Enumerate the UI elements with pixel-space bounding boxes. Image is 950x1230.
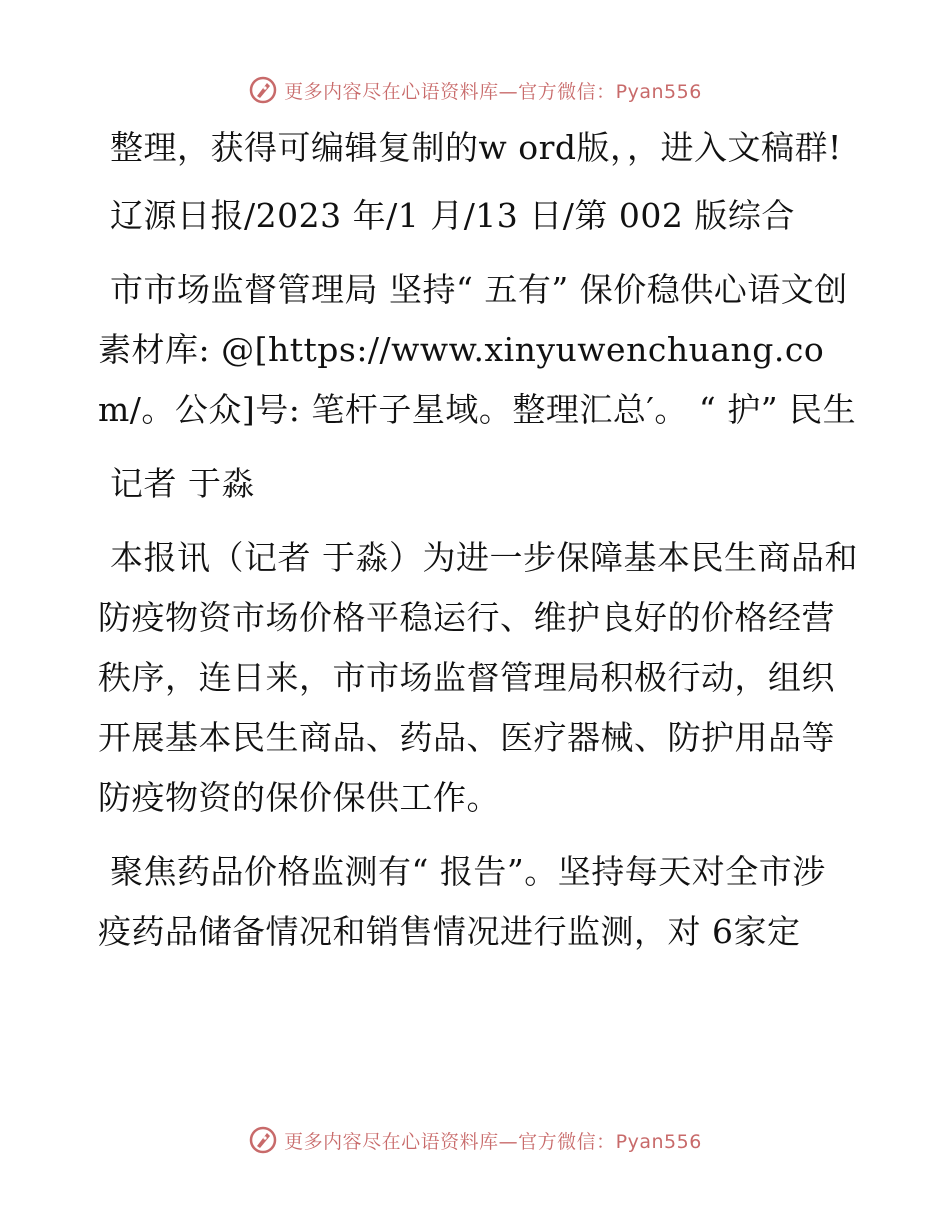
watermark-text: 更多内容尽在心语资料库—官方微信：Pyan556 (284, 80, 702, 103)
body-paragraph: 聚焦药品价格监测有“ 报告”。坚持每天对全市涉疫药品储备情况和销售情况进行监测，对 6家定 (98, 852, 826, 951)
byline: 记者 于淼 (110, 464, 255, 503)
pen-nib-logo-icon (248, 1125, 278, 1155)
article-headline: 市市场监督管理局 坚持“ 五有” 保价稳供心语文创素材库: @[https://www.xinyuwenchuang.com/。公众]号: 笔杆子星域。整理汇总′。 “ 护” 民生 (98, 270, 857, 429)
watermark-footer (0, 1120, 950, 1160)
watermark-text: 更多内容尽在心语资料库—官方微信：Pyan556 (284, 1130, 702, 1153)
source-line: 辽源日报/2023 年/1 月/13 日/第 002 版综合 (110, 196, 795, 235)
pen-nib-logo-icon (248, 75, 278, 105)
watermark-header (0, 70, 950, 110)
body-paragraph: 本报讯（记者 于淼）为进一步保障基本民生商品和防疫物资市场价格平稳运行、维护良好的价格经营秩序，连日来，市市场监督管理局积极行动，组织开展基本民生商品、药品、医疗器械、防护用品等防疫物资的保价保供工作。 (98, 538, 858, 817)
intro-paragraph: 整理，获得可编辑复制的w ord版，，进入文稿群! (110, 128, 842, 167)
document-body (98, 118, 858, 976)
